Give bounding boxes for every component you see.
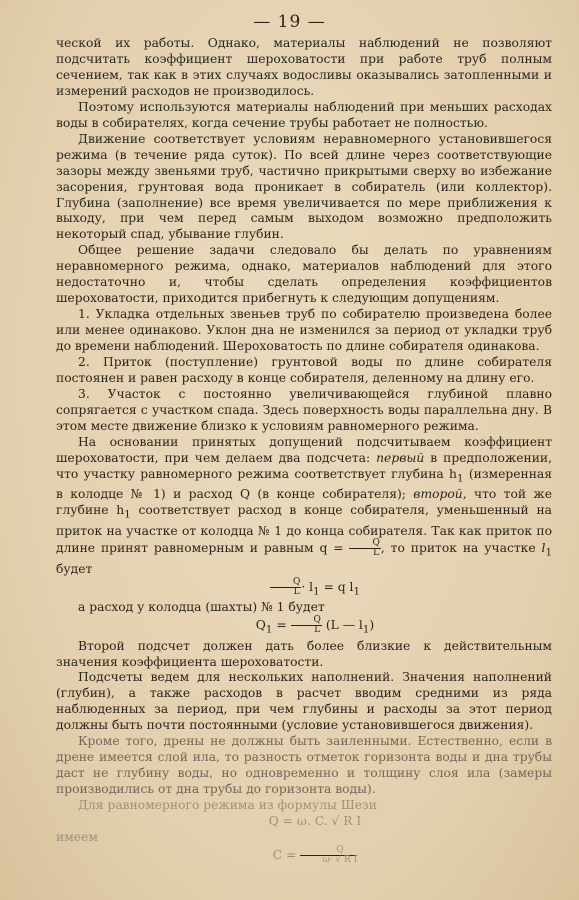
paragraph-assumptions-calc: На основании принятых допущений подсчитываем коэффициент шероховатости, при чем делаем два подсчета: первый в предположении, что участку равномерного режима соответствует глубина $h_1$ (измеренная в колодце № 1) и расход Q (в конце собирателя); второй, что той же глубине $h_1$ соответствует расход в конце собирателя, уменьшенный на приток на участке от колодца № 1 до конца собирателя. Так как приток по длине принят равномерным и равным q = $\frac{Q}{L}$ , то приток на участке $l_1$ будет bbox=[56, 434, 553, 576]
paragraph: Поэтому используются материалы наблюдений при меньших расходах воды в собирателях, когда сечение трубы работает не полностью. bbox=[56, 99, 552, 130]
line-flow: а расход у колодца (шахты) № 1 будет bbox=[78, 600, 325, 615]
paragraph: 3. Участок с постоянно увеличивающейся глубиной плавно сопрягается с участком спада. Здесь поверхность воды параллельна дну. В этом месте движение близко к условиям равномерного режима. bbox=[56, 386, 552, 433]
formula-inflow: $\frac{Q}{L}$ · $l_1 = q$ $l_1$ bbox=[56, 578, 552, 600]
paragraph: Общее решение задачи следовало бы делать по уравнениям неравномерного режима, однако, материалов наблюдений для этого недостаточно и, чтобы сделать определения коэффициентов шероховатости, приходится прибегнуть к следующим допущениям. bbox=[56, 243, 552, 306]
paragraph: ческой их работы. Однако, материалы наблюдений не позволяют подсчитать коэффициент шероховатости при работе труб полным сечением, так как в этих случаях водосливы оказывались затопленными и измерений расходов не производилось. bbox=[56, 36, 552, 98]
formula-q1: $Q_1$ = $\frac{Q}{L}$ (L — $l_1$) bbox=[255, 615, 375, 636]
page-body bbox=[56, 36, 552, 865]
formula-c: C = $\frac{Q}{\text{ω· √ R I}}$ bbox=[272, 844, 358, 865]
paragraph: Второй подсчет должен дать более близкие к действительным значения коэффициента шероховатости. bbox=[56, 638, 552, 669]
paragraph: 1. Укладка отдельных звеньев труб по собирателю произведена более или менее одинаково. Уклон дна не изменился за период от укладки труб до времени наблюдений. Шероховатость по длине собирателя одинакова. bbox=[56, 307, 552, 354]
fraction-q-over-l: $\frac{Q}{L}$ bbox=[349, 539, 380, 558]
paragraph: Подсчеты ведем для нескольких наполнений. Значения наполнений (глубин), а также расходов в расчет вводим средними из ряда наблюденных за период, при чем глубины и расходы за этот период должны быть почти постоянными (условие установившегося движения). bbox=[56, 670, 552, 733]
page-number: — 19 — bbox=[253, 12, 326, 32]
paragraph: Для равномерного режима из формулы Шези bbox=[78, 798, 377, 813]
paragraph: Кроме того, дрены не должны быть заиленными. Естественно, если в дрене имеется слой ила, то разность отметок горизонта воды и дна трубы даст не глубину воды, но одновременно и толщину слоя ила (замеры производились от дна трубы до горизонта воды). bbox=[56, 734, 552, 797]
paragraph: Движение соответствует условиям неравномерного установившегося режима (в течение ряда суток). По всей длине через соответствующие зазоры между звеньями труб, частично прикрытыми сверху во избежание засорения, грунтовая вода проникает в собиратель (или коллектор). Глубина (заполнение) все время увеличивается по мере приближения к выходу, при чем перед самым выходом возможно предположить некоторый спад, убывание глубин. bbox=[56, 131, 552, 242]
label-imeem: имеем bbox=[56, 830, 98, 845]
formula-chezy: Q = ω. C. √ R I bbox=[268, 814, 362, 829]
paragraph: 2. Приток (поступление) грунтовой воды по длине собирателя постоянен и равен расходу в конце собирателя, деленному на длину его. bbox=[56, 355, 552, 386]
